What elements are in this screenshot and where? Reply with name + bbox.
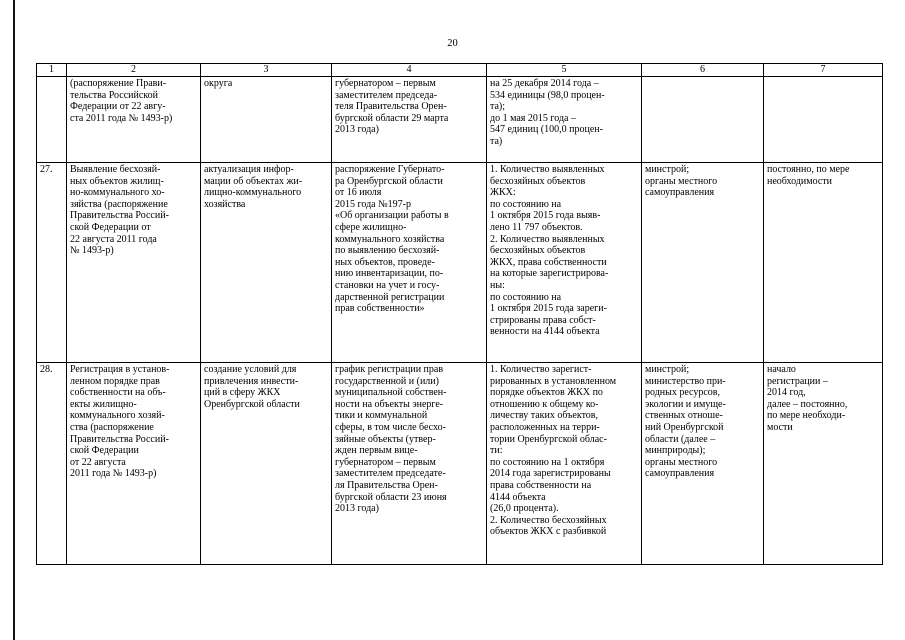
table-row [37,77,883,163]
document-cell: губернатором – первым заместителем председа- теля Правительства Орен- бургской области 29 марта 2013 года) [332,77,487,163]
deadline-cell: постоянно, по мере необходимости [764,163,883,363]
deadline-cell [764,77,883,163]
row-number-cell: 27. [37,163,67,363]
column-header: 5 [487,64,642,77]
indicator-cell: 1. Количество зарегист- рированных в установленном порядке объектов ЖКХ по отношению к общему ко- личеству таких объектов, расположенных на терри- тории Оренбургской облас- ти: по состоянию на 1 октября 2014 года зарегистрированы права собственности на 4144 объекта (26,0 процента). 2. Количество бесхозяйных объектов ЖКХ с разбивкой [487,363,642,565]
table-row [37,163,883,363]
executor-cell: минстрой; органы местного самоуправления [642,163,764,363]
executor-cell [642,77,764,163]
purpose-cell: создание условий для привлечения инвести- ций в сферу ЖКХ Оренбургской области [201,363,332,565]
deadline-cell: начало регистрации – 2014 год, далее – постоянно, по мере необходи- мости [764,363,883,565]
document-cell: распоряжение Губернато- ра Оренбургской области от 16 июля 2015 года №197-р «Об организации работы в сфере жилищно- коммунального хозяйства по выявлению бесхозяй- ных объектов, проведе- нию инвентаризации, по- становки на учет и госу- дарственной регистрации прав собственности» [332,163,487,363]
row-number-cell: 28. [37,363,67,565]
page-binding-line [13,0,15,640]
measure-cell: Выявление бесхозяй- ных объектов жилищ- но-коммунального хо- зяйства (распоряжение Правительства Россий- ской Федерации от 22 августа 2011 года № 1493-р) [67,163,201,363]
column-number-header-row [37,64,883,77]
column-header: 7 [764,64,883,77]
indicator-cell: 1. Количество выявленных бесхозяйных объектов ЖКХ: по состоянию на 1 октября 2015 года выяв- лено 11 797 объектов. 2. Количество выявленных бесхозяйных объектов ЖКХ, права собственности на которые зарегистрирова- ны: по состоянию на 1 октября 2015 года зареги- стрированы права собст- венности на 4144 объекта [487,163,642,363]
column-header: 3 [201,64,332,77]
measure-cell: Регистрация в установ- ленном порядке прав собственности на объ- екты жилищно- коммунального хозяй- ства (распоряжение Правительства Россий- ской Федерации от 22 августа 2011 года № 1493-р) [67,363,201,565]
document-cell: график регистрации прав государственной и (или) муниципальной собствен- ности на объекты энерге- тики и коммунальной сферы, в том числе бесхо- зяйные объекты (утвер- жден первым вице- губернатором – первым заместителем председате- ля Правительства Орен- бургской области 23 июня 2013 года) [332,363,487,565]
column-header: 4 [332,64,487,77]
indicator-cell: на 25 декабря 2014 года – 534 единицы (98,0 процен- та); до 1 мая 2015 года – 547 единиц (100,0 процен- та) [487,77,642,163]
measure-cell: (распоряжение Прави- тельства Российской Федерации от 22 авгу- ста 2011 года № 1493-р) [67,77,201,163]
row-number-cell [37,77,67,163]
page-number: 20 [447,38,458,49]
purpose-cell: округа [201,77,332,163]
table-row [37,363,883,565]
measures-table [36,63,883,565]
column-header: 2 [67,64,201,77]
executor-cell: минстрой; министерство при- родных ресурсов, экологии и имуще- ственных отноше- ний Оренбургской области (далее – минприроды); органы местного самоуправления [642,363,764,565]
purpose-cell: актуализация инфор- мации об объектах жи- лищно-коммунального хозяйства [201,163,332,363]
column-header: 1 [37,64,67,77]
column-header: 6 [642,64,764,77]
